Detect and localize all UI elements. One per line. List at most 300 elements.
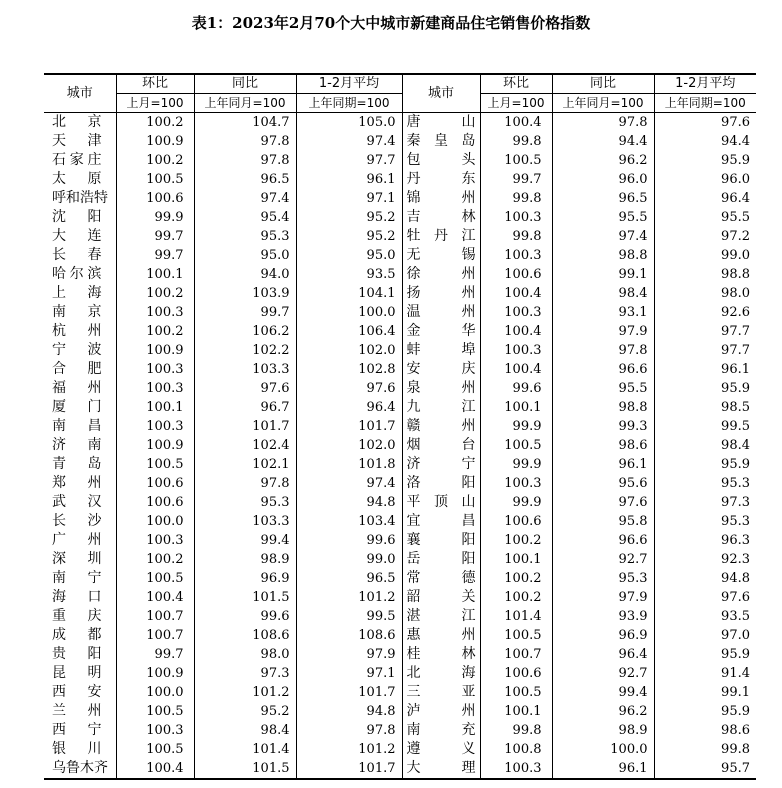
city-name-right: 洛阳: [402, 474, 480, 493]
city-name-left: 深圳: [52, 551, 102, 567]
yoy-value-right: 92.7: [552, 664, 654, 683]
avg-value-right: 92.6: [654, 303, 756, 322]
avg-value-left: 97.8: [296, 721, 402, 740]
mom-value-left: 100.6: [116, 474, 194, 493]
city-name-right: 平顶山: [402, 493, 480, 512]
city-name-right: 三亚: [402, 683, 480, 702]
mom-value-right: 100.5: [480, 151, 552, 170]
yoy-value-left: 97.8: [194, 151, 296, 170]
mom-value-right: 100.1: [480, 550, 552, 569]
mom-value-left: 100.6: [116, 493, 194, 512]
header-mom-base-left: 上月=100: [116, 94, 194, 113]
mom-value-right: 100.2: [480, 569, 552, 588]
yoy-value-right: 98.8: [552, 398, 654, 417]
header-avg-left: 1-2月平均: [296, 74, 402, 94]
yoy-value-right: 98.4: [552, 284, 654, 303]
yoy-value-left: 106.2: [194, 322, 296, 341]
city-name-right: 湛江: [402, 607, 480, 626]
mom-value-left: 100.1: [116, 265, 194, 284]
avg-value-left: 108.6: [296, 626, 402, 645]
mom-value-right: 99.9: [480, 455, 552, 474]
table-row: [44, 113, 756, 133]
city-name-right: 泉州: [402, 379, 480, 398]
city-name-left: 石家庄: [52, 152, 102, 168]
city-name-left: 贵阳: [52, 646, 102, 662]
mom-value-left: 100.2: [116, 284, 194, 303]
yoy-value-right: 95.5: [552, 379, 654, 398]
avg-value-right: 95.3: [654, 512, 756, 531]
table-title: 表1：2023年2月70个大中城市新建商品住宅销售价格指数: [191, 14, 591, 32]
avg-value-right: 93.5: [654, 607, 756, 626]
yoy-value-right: 96.5: [552, 189, 654, 208]
avg-value-left: 95.2: [296, 208, 402, 227]
city-name-left: 郑州: [52, 475, 102, 491]
city-name-right: 锦州: [402, 189, 480, 208]
avg-value-right: 99.8: [654, 740, 756, 759]
header-avg-base-right: 上年同期=100: [654, 94, 756, 113]
avg-value-left: 101.7: [296, 683, 402, 702]
header-city-right: 城市: [402, 74, 480, 113]
mom-value-right: 99.8: [480, 189, 552, 208]
mom-value-right: 100.4: [480, 360, 552, 379]
table-row: [44, 417, 756, 436]
city-name-left: 宁波: [52, 342, 102, 358]
avg-value-right: 98.0: [654, 284, 756, 303]
yoy-value-left: 97.8: [194, 474, 296, 493]
table-row: [44, 303, 756, 322]
city-name-left: 南昌: [52, 418, 102, 434]
mom-value-left: 100.5: [116, 455, 194, 474]
yoy-value-left: 94.0: [194, 265, 296, 284]
avg-value-right: 96.3: [654, 531, 756, 550]
avg-value-left: 94.8: [296, 702, 402, 721]
avg-value-right: 96.0: [654, 170, 756, 189]
yoy-value-left: 95.3: [194, 227, 296, 246]
city-name-left: 广州: [52, 532, 102, 548]
city-name-left: 青岛: [52, 456, 102, 472]
city-name-right: 无锡: [402, 246, 480, 265]
table-row: [44, 645, 756, 664]
mom-value-right: 100.5: [480, 436, 552, 455]
avg-value-right: 97.2: [654, 227, 756, 246]
avg-value-left: 97.1: [296, 664, 402, 683]
avg-value-left: 102.0: [296, 436, 402, 455]
mom-value-left: 100.7: [116, 626, 194, 645]
city-name-right: 遵义: [402, 740, 480, 759]
city-name-right: 吉林: [402, 208, 480, 227]
yoy-value-left: 98.4: [194, 721, 296, 740]
avg-value-left: 97.1: [296, 189, 402, 208]
avg-value-left: 97.6: [296, 379, 402, 398]
table-row: [44, 664, 756, 683]
table-row: [44, 588, 756, 607]
table-row: [44, 246, 756, 265]
yoy-value-left: 95.2: [194, 702, 296, 721]
table-row: [44, 683, 756, 702]
mom-value-right: 100.1: [480, 702, 552, 721]
avg-value-right: 91.4: [654, 664, 756, 683]
mom-value-left: 100.2: [116, 550, 194, 569]
yoy-value-left: 95.0: [194, 246, 296, 265]
mom-value-left: 100.5: [116, 702, 194, 721]
city-name-left: 呼和浩特: [52, 190, 108, 206]
city-name-left: 成都: [52, 627, 102, 643]
mom-value-right: 99.8: [480, 227, 552, 246]
city-name-left: 太原: [52, 171, 102, 187]
table-row: [44, 626, 756, 645]
yoy-value-right: 97.9: [552, 322, 654, 341]
table-row: [44, 607, 756, 626]
mom-value-right: 100.6: [480, 664, 552, 683]
avg-value-right: 97.7: [654, 341, 756, 360]
yoy-value-left: 99.4: [194, 531, 296, 550]
avg-value-right: 95.5: [654, 208, 756, 227]
mom-value-left: 100.3: [116, 721, 194, 740]
yoy-value-left: 103.3: [194, 512, 296, 531]
yoy-value-left: 97.6: [194, 379, 296, 398]
avg-value-left: 101.2: [296, 588, 402, 607]
mom-value-left: 100.2: [116, 151, 194, 170]
city-name-right: 金华: [402, 322, 480, 341]
yoy-value-right: 95.6: [552, 474, 654, 493]
city-name-right: 安庆: [402, 360, 480, 379]
mom-value-left: 100.0: [116, 512, 194, 531]
mom-value-right: 100.4: [480, 113, 552, 133]
table-row: [44, 360, 756, 379]
avg-value-left: 100.0: [296, 303, 402, 322]
mom-value-left: 100.3: [116, 531, 194, 550]
mom-value-right: 100.3: [480, 246, 552, 265]
table-row: [44, 474, 756, 493]
avg-value-left: 97.7: [296, 151, 402, 170]
city-name-left: 合肥: [52, 361, 102, 377]
yoy-value-left: 101.4: [194, 740, 296, 759]
mom-value-right: 100.3: [480, 759, 552, 779]
city-name-right: 秦皇岛: [402, 132, 480, 151]
avg-value-right: 98.8: [654, 265, 756, 284]
table-row: [44, 265, 756, 284]
mom-value-left: 100.5: [116, 740, 194, 759]
city-name-left: 济南: [52, 437, 102, 453]
table-row: [44, 398, 756, 417]
yoy-value-left: 103.9: [194, 284, 296, 303]
table-body: [44, 113, 756, 780]
city-name-left: 沈阳: [52, 209, 102, 225]
yoy-value-left: 97.4: [194, 189, 296, 208]
table-row: [44, 759, 756, 779]
yoy-value-right: 99.3: [552, 417, 654, 436]
header-avg-right: 1-2月平均: [654, 74, 756, 94]
city-name-left: 重庆: [52, 608, 102, 624]
header-yoy-left: 同比: [194, 74, 296, 94]
mom-value-right: 100.8: [480, 740, 552, 759]
yoy-value-right: 99.4: [552, 683, 654, 702]
avg-value-left: 102.8: [296, 360, 402, 379]
yoy-value-left: 103.3: [194, 360, 296, 379]
avg-value-right: 95.9: [654, 151, 756, 170]
city-name-right: 宜昌: [402, 512, 480, 531]
city-name-left: 北京: [52, 114, 102, 130]
yoy-value-left: 95.3: [194, 493, 296, 512]
avg-value-left: 95.2: [296, 227, 402, 246]
mom-value-right: 100.3: [480, 208, 552, 227]
avg-value-right: 95.7: [654, 759, 756, 779]
avg-value-right: 97.6: [654, 113, 756, 133]
yoy-value-right: 95.8: [552, 512, 654, 531]
table-row: [44, 455, 756, 474]
yoy-value-right: 96.0: [552, 170, 654, 189]
avg-value-left: 97.4: [296, 474, 402, 493]
city-name-left: 昆明: [52, 665, 102, 681]
city-name-right: 蚌埠: [402, 341, 480, 360]
city-name-right: 北海: [402, 664, 480, 683]
city-name-right: 九江: [402, 398, 480, 417]
avg-value-left: 96.5: [296, 569, 402, 588]
city-name-left: 长沙: [52, 513, 102, 529]
yoy-value-right: 96.2: [552, 702, 654, 721]
mom-value-left: 100.2: [116, 322, 194, 341]
yoy-value-right: 97.4: [552, 227, 654, 246]
mom-value-left: 100.9: [116, 341, 194, 360]
mom-value-right: 99.6: [480, 379, 552, 398]
mom-value-right: 99.9: [480, 417, 552, 436]
yoy-value-right: 96.6: [552, 360, 654, 379]
yoy-value-right: 94.4: [552, 132, 654, 151]
city-name-right: 南充: [402, 721, 480, 740]
avg-value-left: 101.7: [296, 417, 402, 436]
city-name-left: 长春: [52, 247, 102, 263]
avg-value-right: 99.5: [654, 417, 756, 436]
yoy-value-right: 95.3: [552, 569, 654, 588]
city-name-right: 桂林: [402, 645, 480, 664]
avg-value-left: 101.7: [296, 759, 402, 779]
table-header: [44, 74, 756, 113]
yoy-value-right: 97.8: [552, 113, 654, 133]
table-row: [44, 740, 756, 759]
header-city-left: 城市: [44, 74, 116, 113]
yoy-value-left: 101.5: [194, 759, 296, 779]
yoy-value-left: 96.5: [194, 170, 296, 189]
avg-value-left: 97.9: [296, 645, 402, 664]
yoy-value-right: 99.1: [552, 265, 654, 284]
mom-value-right: 100.3: [480, 303, 552, 322]
mom-value-right: 100.6: [480, 512, 552, 531]
yoy-value-left: 102.2: [194, 341, 296, 360]
mom-value-right: 99.8: [480, 721, 552, 740]
avg-value-left: 103.4: [296, 512, 402, 531]
city-name-right: 赣州: [402, 417, 480, 436]
mom-value-left: 99.9: [116, 208, 194, 227]
table-row: [44, 132, 756, 151]
table-row: [44, 702, 756, 721]
yoy-value-right: 100.0: [552, 740, 654, 759]
avg-value-left: 105.0: [296, 113, 402, 133]
city-name-right: 包头: [402, 151, 480, 170]
mom-value-left: 100.3: [116, 379, 194, 398]
yoy-value-left: 102.1: [194, 455, 296, 474]
mom-value-left: 100.7: [116, 607, 194, 626]
city-name-left: 天津: [52, 133, 102, 149]
header-yoy-base-right: 上年同月=100: [552, 94, 654, 113]
mom-value-left: 99.7: [116, 227, 194, 246]
city-name-right: 惠州: [402, 626, 480, 645]
avg-value-right: 96.4: [654, 189, 756, 208]
city-name-left: 哈尔滨: [52, 266, 102, 282]
table-row: [44, 493, 756, 512]
city-name-right: 烟台: [402, 436, 480, 455]
yoy-value-left: 97.8: [194, 132, 296, 151]
city-name-left: 银川: [52, 741, 102, 757]
table-row: [44, 151, 756, 170]
yoy-value-left: 97.3: [194, 664, 296, 683]
avg-value-right: 95.9: [654, 702, 756, 721]
city-name-left: 武汉: [52, 494, 102, 510]
mom-value-right: 100.3: [480, 341, 552, 360]
table-row: [44, 189, 756, 208]
yoy-value-right: 96.2: [552, 151, 654, 170]
city-name-right: 牡丹江: [402, 227, 480, 246]
mom-value-right: 100.2: [480, 588, 552, 607]
avg-value-right: 98.6: [654, 721, 756, 740]
city-name-left: 大连: [52, 228, 102, 244]
mom-value-right: 100.3: [480, 474, 552, 493]
avg-value-right: 99.0: [654, 246, 756, 265]
price-index-table: [44, 73, 756, 780]
avg-value-right: 98.4: [654, 436, 756, 455]
table-row: [44, 341, 756, 360]
mom-value-right: 100.5: [480, 626, 552, 645]
city-name-left: 福州: [52, 380, 102, 396]
yoy-value-right: 96.9: [552, 626, 654, 645]
header-yoy-base-left: 上年同月=100: [194, 94, 296, 113]
avg-value-right: 97.0: [654, 626, 756, 645]
yoy-value-left: 96.7: [194, 398, 296, 417]
city-name-right: 济宁: [402, 455, 480, 474]
mom-value-left: 100.4: [116, 588, 194, 607]
mom-value-right: 101.4: [480, 607, 552, 626]
mom-value-right: 100.2: [480, 531, 552, 550]
avg-value-right: 95.9: [654, 455, 756, 474]
header-mom-right: 环比: [480, 74, 552, 94]
avg-value-right: 96.1: [654, 360, 756, 379]
table-row: [44, 721, 756, 740]
yoy-value-left: 102.4: [194, 436, 296, 455]
city-name-right: 扬州: [402, 284, 480, 303]
city-name-right: 襄阳: [402, 531, 480, 550]
yoy-value-right: 96.1: [552, 759, 654, 779]
yoy-value-left: 101.2: [194, 683, 296, 702]
city-name-left: 厦门: [52, 399, 102, 415]
yoy-value-left: 95.4: [194, 208, 296, 227]
yoy-value-left: 101.5: [194, 588, 296, 607]
city-name-left: 上海: [52, 285, 102, 301]
table-row: [44, 569, 756, 588]
avg-value-right: 99.1: [654, 683, 756, 702]
city-name-right: 温州: [402, 303, 480, 322]
yoy-value-right: 92.7: [552, 550, 654, 569]
avg-value-right: 97.3: [654, 493, 756, 512]
city-name-left: 西宁: [52, 722, 102, 738]
yoy-value-right: 93.1: [552, 303, 654, 322]
yoy-value-right: 98.9: [552, 721, 654, 740]
mom-value-right: 99.9: [480, 493, 552, 512]
city-name-right: 岳阳: [402, 550, 480, 569]
avg-value-right: 92.3: [654, 550, 756, 569]
avg-value-left: 101.2: [296, 740, 402, 759]
mom-value-left: 100.1: [116, 398, 194, 417]
avg-value-right: 94.4: [654, 132, 756, 151]
city-name-left: 南京: [52, 304, 102, 320]
mom-value-right: 99.7: [480, 170, 552, 189]
mom-value-left: 100.4: [116, 759, 194, 779]
mom-value-left: 100.9: [116, 132, 194, 151]
mom-value-left: 100.3: [116, 360, 194, 379]
mom-value-right: 100.6: [480, 265, 552, 284]
city-name-right: 唐山: [402, 113, 480, 133]
yoy-value-left: 96.9: [194, 569, 296, 588]
avg-value-left: 102.0: [296, 341, 402, 360]
header-yoy-right: 同比: [552, 74, 654, 94]
table-row: [44, 170, 756, 189]
table-row: [44, 227, 756, 246]
mom-value-right: 99.8: [480, 132, 552, 151]
table-row: [44, 284, 756, 303]
header-mom-base-right: 上月=100: [480, 94, 552, 113]
mom-value-left: 100.0: [116, 683, 194, 702]
yoy-value-left: 104.7: [194, 113, 296, 133]
yoy-value-left: 99.6: [194, 607, 296, 626]
city-name-right: 韶关: [402, 588, 480, 607]
table-row: [44, 531, 756, 550]
avg-value-right: 95.9: [654, 645, 756, 664]
avg-value-left: 106.4: [296, 322, 402, 341]
city-name-left: 乌鲁木齐: [52, 760, 108, 776]
mom-value-left: 100.9: [116, 436, 194, 455]
yoy-value-right: 98.8: [552, 246, 654, 265]
mom-value-right: 100.4: [480, 322, 552, 341]
mom-value-left: 100.3: [116, 417, 194, 436]
mom-value-left: 100.6: [116, 189, 194, 208]
yoy-value-right: 96.4: [552, 645, 654, 664]
avg-value-left: 94.8: [296, 493, 402, 512]
table-row: [44, 322, 756, 341]
avg-value-left: 99.0: [296, 550, 402, 569]
yoy-value-left: 108.6: [194, 626, 296, 645]
avg-value-right: 97.7: [654, 322, 756, 341]
table-row: [44, 379, 756, 398]
table-row: [44, 208, 756, 227]
mom-value-right: 100.4: [480, 284, 552, 303]
yoy-value-right: 97.6: [552, 493, 654, 512]
mom-value-left: 100.5: [116, 170, 194, 189]
mom-value-right: 100.5: [480, 683, 552, 702]
avg-value-left: 93.5: [296, 265, 402, 284]
mom-value-left: 100.9: [116, 664, 194, 683]
city-name-left: 南宁: [52, 570, 102, 586]
yoy-value-right: 97.9: [552, 588, 654, 607]
mom-value-left: 100.3: [116, 303, 194, 322]
avg-value-left: 95.0: [296, 246, 402, 265]
city-name-left: 兰州: [52, 703, 102, 719]
avg-value-left: 101.8: [296, 455, 402, 474]
table-row: [44, 550, 756, 569]
city-name-right: 大理: [402, 759, 480, 779]
mom-value-right: 100.1: [480, 398, 552, 417]
yoy-value-left: 98.9: [194, 550, 296, 569]
avg-value-left: 99.6: [296, 531, 402, 550]
mom-value-left: 100.2: [116, 113, 194, 133]
avg-value-left: 97.4: [296, 132, 402, 151]
